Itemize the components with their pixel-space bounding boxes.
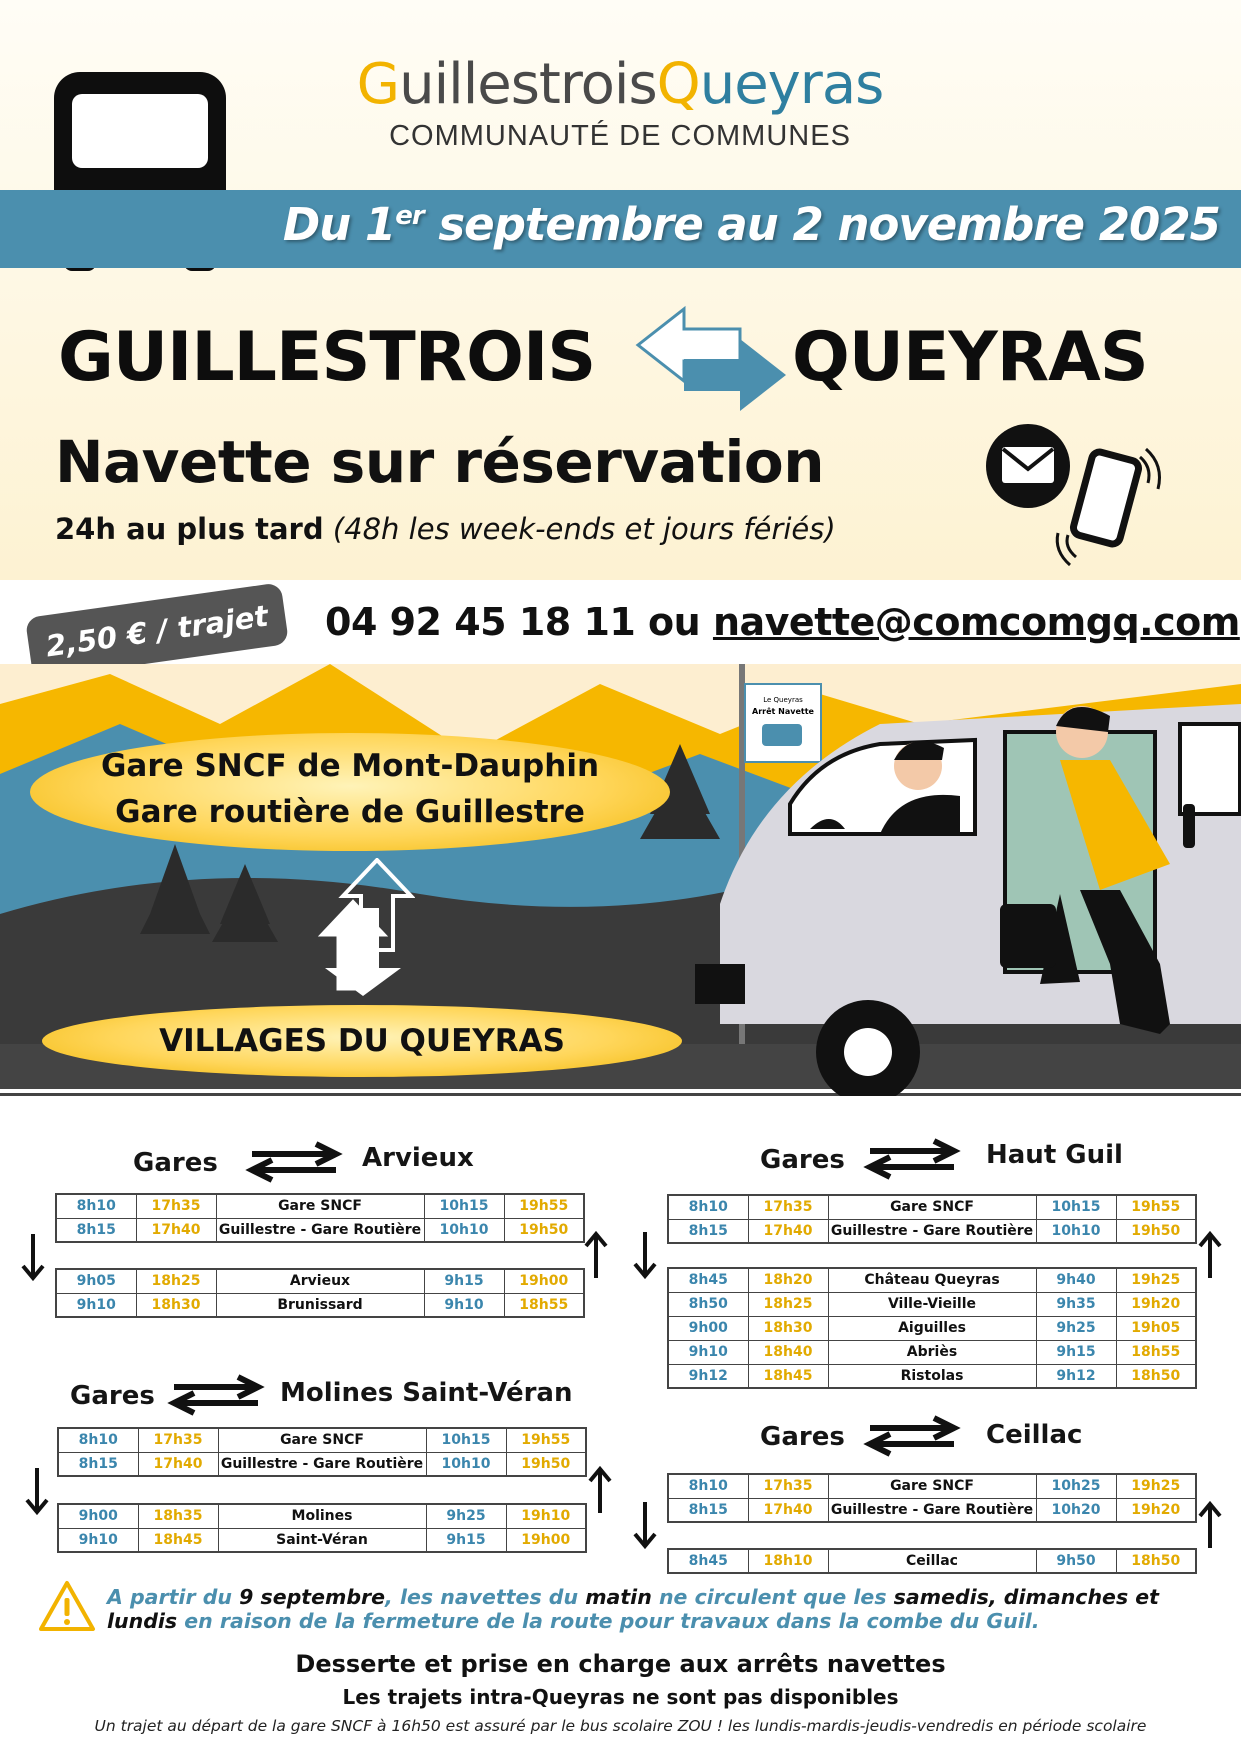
time-out-evening: 18h45 (748, 1364, 828, 1388)
stop-name: Gare SNCF (218, 1428, 426, 1452)
time-out-evening: 17h40 (136, 1218, 216, 1242)
arrow-up-icon (1197, 1500, 1223, 1550)
table-row (668, 1219, 1196, 1243)
stop-name: Château Queyras (828, 1268, 1036, 1292)
notice-date: 9 septembre (239, 1585, 386, 1609)
hautguil-to: Haut Guil (986, 1140, 1123, 1170)
hautguil-from: Gares (760, 1145, 845, 1175)
time-out-morning: 8h10 (58, 1428, 138, 1452)
molines-to: Molines Saint-Véran (280, 1378, 573, 1408)
price-tag: 2,50 € / trajet (25, 582, 289, 679)
time-out-morning: 9h00 (58, 1504, 138, 1528)
logo-letter-q: Q (656, 52, 700, 117)
notice-text (107, 1585, 1217, 1633)
station-mont-dauphin: Gare SNCF de Mont-Dauphin (100, 748, 600, 784)
arvieux-gares-table (55, 1193, 585, 1243)
stop-name: Brunissard (216, 1293, 424, 1317)
table-row (56, 1194, 584, 1218)
time-back-evening: 18h55 (1116, 1340, 1196, 1364)
arrow-up-icon (1197, 1230, 1223, 1280)
arrow-down-icon (24, 1466, 50, 1516)
ceillac-from: Gares (760, 1422, 845, 1452)
scene-label-stations (30, 733, 670, 851)
booking-deadline: 24h au plus tard (55, 512, 324, 546)
time-out-morning: 8h45 (668, 1549, 748, 1573)
time-back-morning: 10h10 (426, 1452, 506, 1476)
footer-line-1: Desserte et prise en charge aux arrêts navettes (295, 1650, 946, 1678)
route-destination: QUEYRAS (792, 318, 1148, 397)
time-out-evening: 18h10 (748, 1549, 828, 1573)
time-out-morning: 8h10 (668, 1474, 748, 1498)
time-back-evening: 18h55 (504, 1293, 584, 1317)
time-out-morning: 8h15 (58, 1452, 138, 1476)
time-back-morning: 9h15 (426, 1528, 506, 1552)
double-arrow-icon (166, 1373, 266, 1417)
time-out-morning: 9h10 (668, 1340, 748, 1364)
stop-sign-line2: Arrêt Navette (752, 707, 814, 716)
contact-line (325, 600, 1240, 644)
double-arrow-icon (862, 1414, 962, 1458)
ceillac-stops-table (667, 1548, 1197, 1574)
time-back-evening: 19h25 (1116, 1474, 1196, 1498)
time-back-morning: 9h25 (1036, 1316, 1116, 1340)
time-back-evening: 19h05 (1116, 1316, 1196, 1340)
table-row (668, 1316, 1196, 1340)
table-row (56, 1218, 584, 1242)
time-back-morning: 10h25 (1036, 1474, 1116, 1498)
time-back-evening: 19h00 (506, 1528, 586, 1552)
time-back-evening: 19h55 (506, 1428, 586, 1452)
time-out-morning: 8h45 (668, 1268, 748, 1292)
arrow-down-icon (632, 1500, 658, 1550)
time-out-evening: 17h35 (138, 1428, 218, 1452)
time-out-evening: 18h30 (748, 1316, 828, 1340)
double-arrow-icon (862, 1137, 962, 1181)
stop-name: Aiguilles (828, 1316, 1036, 1340)
phone-icon (1052, 443, 1177, 568)
time-out-evening: 18h35 (138, 1504, 218, 1528)
table-row (56, 1269, 584, 1293)
stop-name: Guillestre - Gare Routière (216, 1218, 424, 1242)
footer-line-3: Un trajet au départ de la gare SNCF à 16h50 est assuré par le bus scolaire ZOU ! les lundis-mardis-jeudis-vendredis en période scolaire (94, 1717, 1147, 1735)
swap-arrows-icon (632, 305, 792, 415)
time-back-morning: 9h40 (1036, 1268, 1116, 1292)
booking-title: Navette sur réservation (55, 428, 825, 496)
arvieux-stops-table (55, 1268, 585, 1318)
time-back-evening: 19h55 (1116, 1195, 1196, 1219)
arrow-down-icon (632, 1230, 658, 1280)
ceillac-to: Ceillac (986, 1420, 1083, 1450)
date-sup: er (395, 201, 424, 231)
stop-sign-bus-icon (762, 724, 802, 746)
time-out-evening: 17h40 (138, 1452, 218, 1476)
time-out-evening: 18h20 (748, 1268, 828, 1292)
table-row (58, 1504, 586, 1528)
logo-letter-g: G (356, 52, 400, 117)
time-out-evening: 18h45 (138, 1528, 218, 1552)
date-prefix: Du 1 (282, 198, 396, 251)
stop-name: Ceillac (828, 1549, 1036, 1573)
table-row (668, 1549, 1196, 1573)
stop-name: Gare SNCF (828, 1474, 1036, 1498)
logo (340, 52, 900, 153)
molines-stops-table (57, 1503, 587, 1553)
ceillac-gares-table (667, 1473, 1197, 1523)
time-back-morning: 9h15 (1036, 1340, 1116, 1364)
stop-name: Ville-Vieille (828, 1292, 1036, 1316)
date-suffix: septembre au 2 novembre 2025 (423, 198, 1220, 251)
table-row (668, 1195, 1196, 1219)
stop-name: Guillestre - Gare Routière (828, 1498, 1036, 1522)
table-row (58, 1452, 586, 1476)
logo-queyras: ueyras (699, 52, 884, 117)
time-back-evening: 19h50 (1116, 1219, 1196, 1243)
stop-name: Saint-Véran (218, 1528, 426, 1552)
time-back-evening: 19h10 (506, 1504, 586, 1528)
time-out-morning: 8h50 (668, 1292, 748, 1316)
table-row (668, 1498, 1196, 1522)
time-back-morning: 10h15 (424, 1194, 504, 1218)
time-out-morning: 9h05 (56, 1269, 136, 1293)
time-out-evening: 17h40 (748, 1219, 828, 1243)
time-back-morning: 9h25 (426, 1504, 506, 1528)
stop-name: Gare SNCF (216, 1194, 424, 1218)
table-row (58, 1428, 586, 1452)
stop-name: Guillestre - Gare Routière (828, 1219, 1036, 1243)
arrow-up-icon (587, 1465, 613, 1515)
table-row (668, 1364, 1196, 1388)
table-row (668, 1292, 1196, 1316)
time-back-morning: 10h20 (1036, 1498, 1116, 1522)
notice-part: ne circulent que les (651, 1585, 894, 1609)
route-origin: GUILLESTROIS (58, 318, 596, 397)
notice-part: A partir du (107, 1585, 240, 1609)
warning-icon (38, 1580, 96, 1632)
hautguil-gares-table (667, 1194, 1197, 1244)
time-out-morning: 8h15 (56, 1218, 136, 1242)
logo-name (340, 52, 900, 118)
table-row (668, 1474, 1196, 1498)
time-back-evening: 19h55 (504, 1194, 584, 1218)
up-down-arrows-icon (315, 858, 415, 996)
time-out-evening: 17h40 (748, 1498, 828, 1522)
time-back-evening: 19h20 (1116, 1498, 1196, 1522)
time-out-morning: 9h10 (56, 1293, 136, 1317)
time-out-evening: 18h30 (136, 1293, 216, 1317)
notice-days: samedis, dimanches et lundis (107, 1585, 1159, 1633)
arvieux-from: Gares (133, 1148, 218, 1178)
time-out-evening: 18h25 (748, 1292, 828, 1316)
time-out-morning: 9h10 (58, 1528, 138, 1552)
stop-name: Molines (218, 1504, 426, 1528)
table-row (668, 1340, 1196, 1364)
time-back-evening: 19h50 (506, 1452, 586, 1476)
logo-subtitle: COMMUNAUTÉ DE COMMUNES (389, 120, 851, 152)
time-back-morning: 10h15 (1036, 1195, 1116, 1219)
footer-line-2: Les trajets intra-Queyras ne sont pas disponibles (342, 1685, 899, 1709)
double-arrow-icon (244, 1140, 344, 1184)
time-back-morning: 10h15 (426, 1428, 506, 1452)
time-out-morning: 9h12 (668, 1364, 748, 1388)
email-link[interactable]: navette@comcomgq.com (712, 600, 1240, 644)
time-out-morning: 9h00 (668, 1316, 748, 1340)
arvieux-to: Arvieux (362, 1143, 474, 1173)
table-row (58, 1528, 586, 1552)
time-back-evening: 18h50 (1116, 1549, 1196, 1573)
time-back-morning: 9h15 (424, 1269, 504, 1293)
time-back-evening: 18h50 (1116, 1364, 1196, 1388)
table-row (56, 1293, 584, 1317)
molines-from: Gares (70, 1381, 155, 1411)
notice-part: en raison de la fermeture de la route pour travaux dans la combe du Guil. (177, 1609, 1040, 1633)
stop-name: Guillestre - Gare Routière (218, 1452, 426, 1476)
date-range (240, 198, 1220, 251)
stop-name: Gare SNCF (828, 1195, 1036, 1219)
stop-name: Ristolas (828, 1364, 1036, 1388)
scene-label-villages: VILLAGES DU QUEYRAS (42, 1005, 682, 1077)
time-back-morning: 10h10 (424, 1218, 504, 1242)
time-back-morning: 9h12 (1036, 1364, 1116, 1388)
booking-weekend-note: (48h les week-ends et jours fériés) (332, 512, 836, 546)
notice-part: , les navettes du (385, 1585, 586, 1609)
notice-morning: matin (585, 1585, 652, 1609)
table-row (668, 1268, 1196, 1292)
time-back-evening: 19h20 (1116, 1292, 1196, 1316)
time-out-morning: 8h10 (668, 1195, 748, 1219)
booking-note (55, 512, 836, 546)
time-back-evening: 19h25 (1116, 1268, 1196, 1292)
hautguil-stops-table (667, 1267, 1197, 1389)
time-out-evening: 17h35 (136, 1194, 216, 1218)
time-back-morning: 9h35 (1036, 1292, 1116, 1316)
time-back-morning: 9h50 (1036, 1549, 1116, 1573)
arrow-up-icon (583, 1230, 609, 1280)
molines-gares-table (57, 1427, 587, 1477)
time-back-evening: 19h50 (504, 1218, 584, 1242)
time-out-morning: 8h10 (56, 1194, 136, 1218)
time-back-evening: 19h00 (504, 1269, 584, 1293)
stop-name: Abriès (828, 1340, 1036, 1364)
time-out-evening: 18h25 (136, 1269, 216, 1293)
time-out-evening: 18h40 (748, 1340, 828, 1364)
time-out-morning: 8h15 (668, 1498, 748, 1522)
time-out-evening: 17h35 (748, 1195, 828, 1219)
time-back-morning: 9h10 (424, 1293, 504, 1317)
stop-sign-line1: Le Queyras (763, 696, 803, 704)
arrow-down-icon (20, 1232, 46, 1282)
time-back-morning: 10h10 (1036, 1219, 1116, 1243)
time-out-evening: 17h35 (748, 1474, 828, 1498)
phone-number[interactable]: 04 92 45 18 11 ou (325, 600, 713, 644)
time-out-morning: 8h15 (668, 1219, 748, 1243)
logo-guillestrois: uillestrois (399, 52, 657, 117)
station-guillestre: Gare routière de Guillestre (115, 794, 585, 830)
stop-name: Arvieux (216, 1269, 424, 1293)
